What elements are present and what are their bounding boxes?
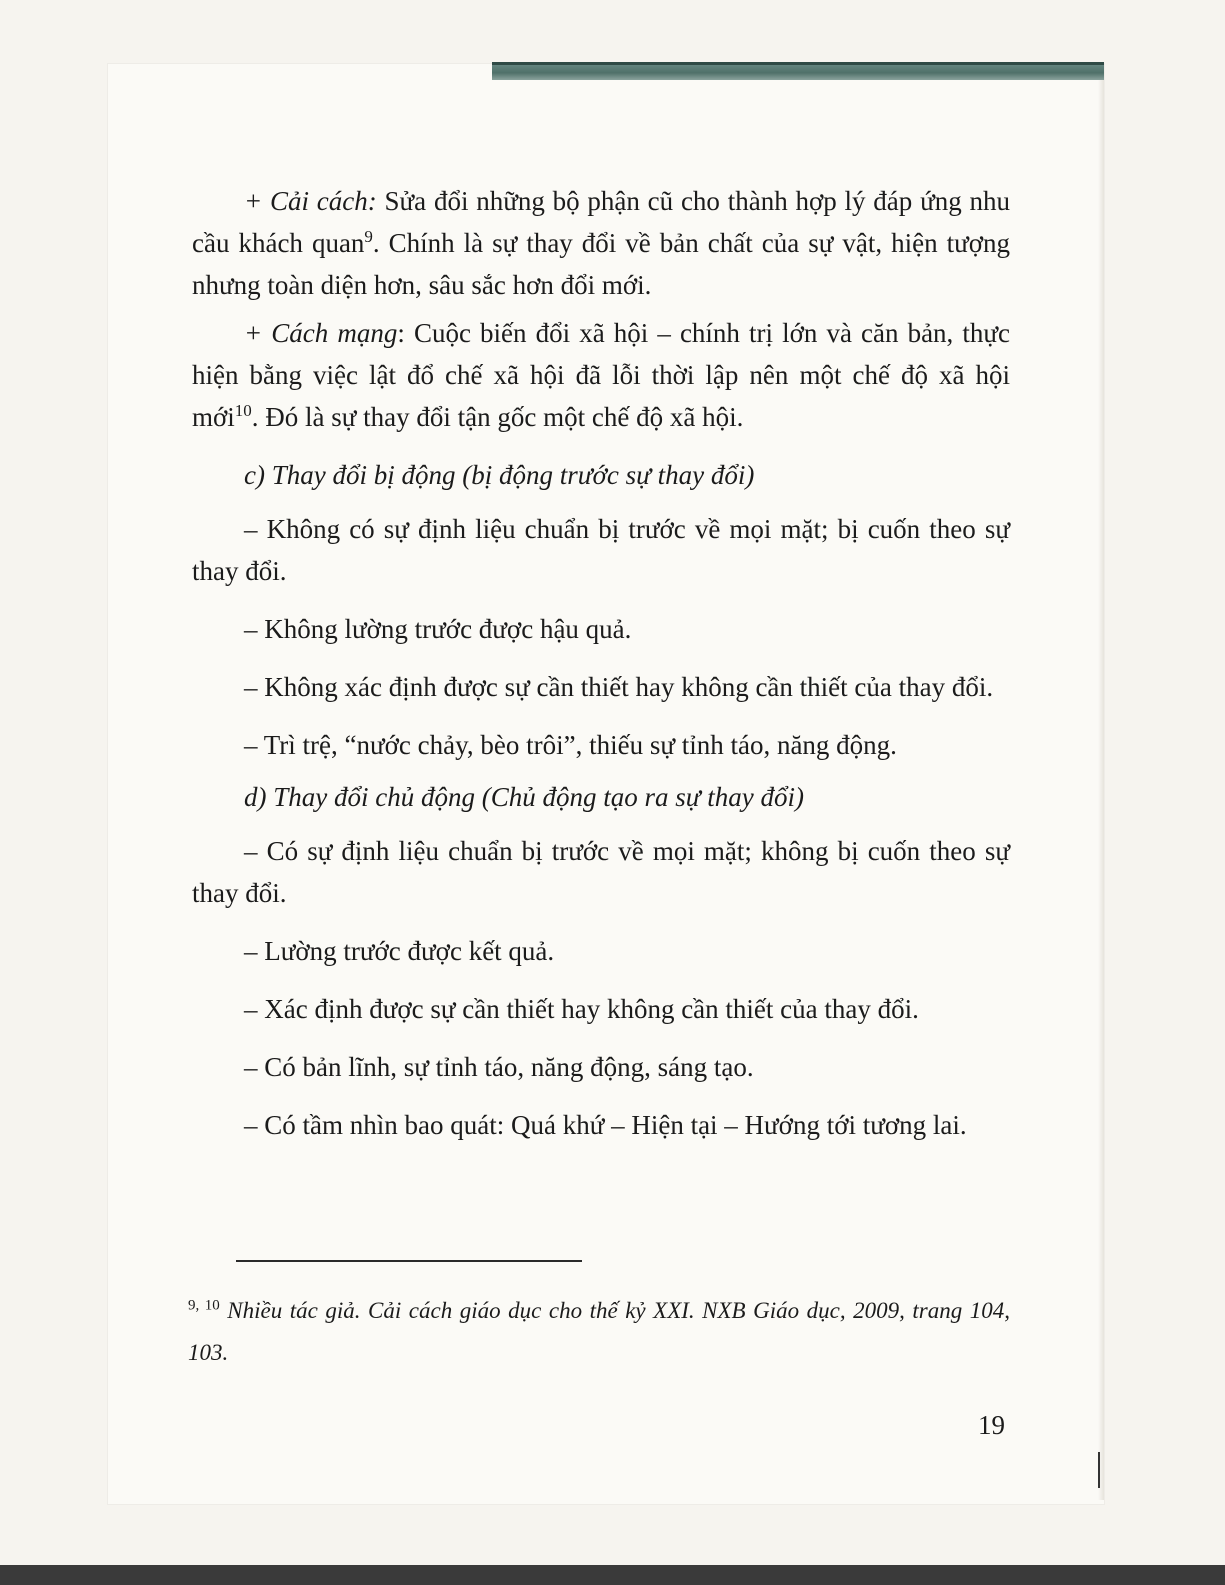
footnote-divider: [236, 1260, 582, 1262]
heading-active-change: d) Thay đổi chủ động (Chủ động tạo ra sự thay đổi): [244, 782, 804, 812]
list-item-active: – Có tầm nhìn bao quát: Quá khứ – Hiện tại – Hướng tới tương lai.: [244, 1110, 967, 1140]
paragraph-text: . Đó là sự thay đổi tận gốc một chế độ xã hội.: [251, 402, 744, 432]
page-right-edge: [1098, 80, 1104, 1500]
paragraph-cach-mang: [192, 312, 1010, 438]
list-item-active: – Lường trước được kết quả.: [244, 936, 555, 966]
page-edge-mark: [1098, 1452, 1100, 1488]
book-cover-edge: [492, 62, 1104, 65]
paragraph-text: Sửa đổi những bộ phận cũ cho thành hợp lý đáp ứng nhu cầu khách quan: [192, 186, 1010, 258]
list-item-active: – Có bản lĩnh, sự tỉnh táo, năng động, sáng tạo.: [244, 1052, 754, 1082]
list-item-active: – Xác định được sự cần thiết hay không cần thiết của thay đổi.: [244, 994, 919, 1024]
body-text: [192, 180, 1010, 1152]
heading-passive-change: c) Thay đổi bị động (bị động trước sự thay đổi): [244, 460, 755, 490]
term-cai-cach: + Cải cách:: [244, 186, 377, 216]
footnote-ref-10: 10: [234, 401, 252, 420]
footnote: [188, 1290, 1010, 1374]
list-item-passive: – Trì trệ, “nước chảy, bèo trôi”, thiếu sự tỉnh táo, năng động.: [244, 730, 897, 760]
term-cach-mang: + Cách mạng: [244, 318, 398, 348]
list-item-passive: – Không xác định được sự cần thiết hay không cần thiết của thay đổi.: [244, 672, 994, 702]
scan-bottom-border: [0, 1565, 1225, 1585]
list-item-active: – Có sự định liệu chuẩn bị trước về mọi mặt; không bị cuốn theo sự thay đổi.: [192, 836, 1010, 908]
paragraph-text: : Cuộc biến đổi xã hội – chính trị lớn và căn bản, thực hiện bằng việc lật đổ chế xã hội đã lỗi thời lập nên một chế độ xã hội mới: [192, 318, 1011, 432]
page-number: 19: [978, 1410, 1005, 1440]
footnote-ref-9: 9: [364, 227, 373, 246]
list-item-passive: – Không có sự định liệu chuẩn bị trước về mọi mặt; bị cuốn theo sự thay đổi.: [192, 514, 1010, 586]
footnote-marks: 9, 10: [188, 1297, 220, 1314]
paragraph-cai-cach: [192, 180, 1010, 306]
list-item-passive: – Không lường trước được hậu quả.: [244, 614, 632, 644]
paragraph-text: . Chính là sự thay đổi về bản chất của sự vật, hiện tượng nhưng toàn diện hơn, sâu sắc hơn đổi mới.: [192, 228, 1010, 300]
footnote-text: Nhiều tác giả. Cải cách giáo dục cho thế kỷ XXI. NXB Giáo dục, 2009, trang 104, 103.: [188, 1298, 1011, 1365]
